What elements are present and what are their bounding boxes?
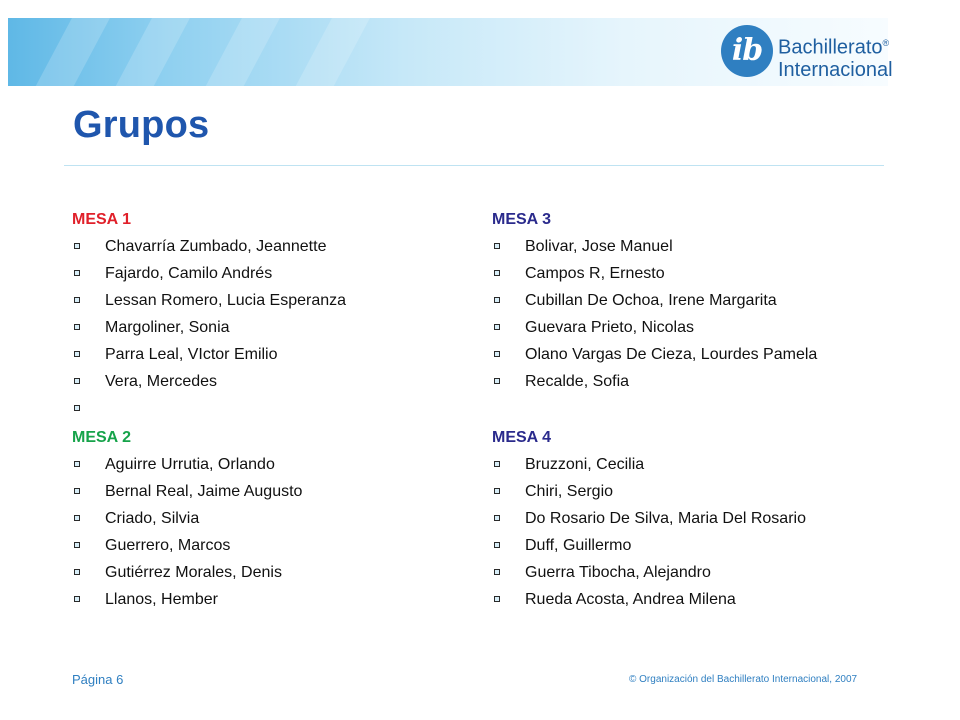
- mesa-heading: MESA 2: [72, 429, 131, 446]
- member-item: [72, 505, 302, 532]
- member-name: Fajardo, Camilo Andrés: [105, 265, 273, 282]
- registered-mark: ®: [882, 38, 890, 48]
- member-list: [492, 451, 806, 613]
- group-mesa-1: [72, 206, 346, 422]
- member-name: Llanos, Hember: [105, 591, 218, 608]
- square-bullet-icon: [74, 297, 80, 303]
- member-item: [492, 341, 817, 368]
- member-name: Bernal Real, Jaime Augusto: [105, 483, 303, 500]
- page-title: Grupos: [73, 104, 210, 146]
- member-name: Aguirre Urrutia, Orlando: [105, 456, 275, 473]
- square-bullet-icon: [74, 461, 80, 467]
- member-item: [72, 287, 346, 314]
- member-item: [72, 368, 346, 395]
- group-mesa-3: [492, 206, 817, 395]
- mesa-heading: MESA 3: [492, 211, 551, 228]
- member-name: Lessan Romero, Lucia Esperanza: [105, 292, 347, 309]
- square-bullet-icon: [494, 542, 500, 548]
- member-name: Bolivar, Jose Manuel: [525, 238, 673, 255]
- group-mesa-2: [72, 424, 302, 613]
- member-item: [72, 586, 302, 613]
- member-name: Guerrero, Marcos: [105, 537, 231, 554]
- page-number: Página 6: [72, 672, 124, 687]
- member-name: Duff, Guillermo: [525, 537, 632, 554]
- member-item: [492, 314, 817, 341]
- member-item: [72, 559, 302, 586]
- square-bullet-icon: [74, 243, 80, 249]
- square-bullet-icon: [494, 270, 500, 276]
- member-name: Parra Leal, VIctor Emilio: [105, 346, 278, 363]
- member-name: Margoliner, Sonia: [105, 319, 230, 336]
- member-item: [72, 260, 346, 287]
- mesa-heading: MESA 1: [72, 211, 131, 228]
- square-bullet-icon: [74, 270, 80, 276]
- member-name: Gutiérrez Morales, Denis: [105, 564, 282, 581]
- square-bullet-icon: [74, 351, 80, 357]
- title-divider: [64, 165, 884, 166]
- square-bullet-icon: [494, 351, 500, 357]
- member-name: Campos R, Ernesto: [525, 265, 665, 282]
- square-bullet-icon: [494, 297, 500, 303]
- member-name: Chavarría Zumbado, Jeannette: [105, 238, 327, 255]
- banner-stripe: [183, 18, 290, 86]
- member-name: Olano Vargas De Cieza, Lourdes Pamela: [525, 346, 818, 363]
- banner-stripe: [273, 18, 380, 86]
- member-name: Recalde, Sofia: [525, 373, 630, 390]
- square-bullet-icon: [494, 515, 500, 521]
- square-bullet-icon: [74, 488, 80, 494]
- ib-logo: [718, 22, 898, 86]
- member-list: [492, 233, 817, 395]
- copyright-notice: © Organización del Bachillerato Internacional, 2007: [629, 674, 858, 685]
- member-item: [492, 586, 806, 613]
- square-bullet-icon: [74, 596, 80, 602]
- member-list: [72, 451, 302, 613]
- member-list: [72, 233, 346, 422]
- member-item: [492, 260, 817, 287]
- member-item: [492, 505, 806, 532]
- square-bullet-icon: [494, 488, 500, 494]
- banner-stripe: [13, 18, 120, 86]
- member-item: [72, 341, 346, 368]
- square-bullet-icon: [494, 569, 500, 575]
- member-name: Guevara Prieto, Nicolas: [525, 319, 694, 336]
- group-mesa-4: [492, 424, 806, 613]
- member-name: Bruzzoni, Cecilia: [525, 456, 645, 473]
- member-item: [492, 287, 817, 314]
- member-item: [492, 478, 806, 505]
- member-name: Cubillan De Ochoa, Irene Margarita: [525, 292, 777, 309]
- member-item: [492, 451, 806, 478]
- square-bullet-icon: [494, 324, 500, 330]
- member-name: Chiri, Sergio: [525, 483, 614, 500]
- square-bullet-icon: [74, 324, 80, 330]
- member-item: [72, 451, 302, 478]
- member-name: Rueda Acosta, Andrea Milena: [525, 591, 736, 608]
- member-item: [492, 559, 806, 586]
- member-item: [492, 368, 817, 395]
- square-bullet-icon: [74, 378, 80, 384]
- square-bullet-icon: [494, 461, 500, 467]
- mesa-heading: MESA 4: [492, 429, 551, 446]
- member-item: [492, 233, 817, 260]
- ib-logo-line2: Internacional: [778, 58, 893, 81]
- member-name: Do Rosario De Silva, Maria Del Rosario: [525, 510, 806, 527]
- member-name: Vera, Mercedes: [105, 373, 218, 390]
- square-bullet-icon: [74, 405, 80, 411]
- ib-logo-letters: ib: [731, 33, 763, 68]
- member-item: [72, 532, 302, 559]
- square-bullet-icon: [74, 515, 80, 521]
- member-item: [72, 478, 302, 505]
- member-name: Criado, Silvia: [105, 510, 200, 527]
- banner-stripe: [93, 18, 200, 86]
- member-item: [72, 314, 346, 341]
- square-bullet-icon: [74, 569, 80, 575]
- member-item: [72, 395, 346, 422]
- square-bullet-icon: [494, 378, 500, 384]
- square-bullet-icon: [494, 243, 500, 249]
- member-name: Guerra Tibocha, Alejandro: [525, 564, 711, 581]
- ib-logo-line1: Bachillerato: [778, 36, 883, 59]
- ib-logo-text: [778, 32, 893, 81]
- square-bullet-icon: [494, 596, 500, 602]
- member-item: [72, 233, 346, 260]
- member-item: [492, 532, 806, 559]
- square-bullet-icon: [74, 542, 80, 548]
